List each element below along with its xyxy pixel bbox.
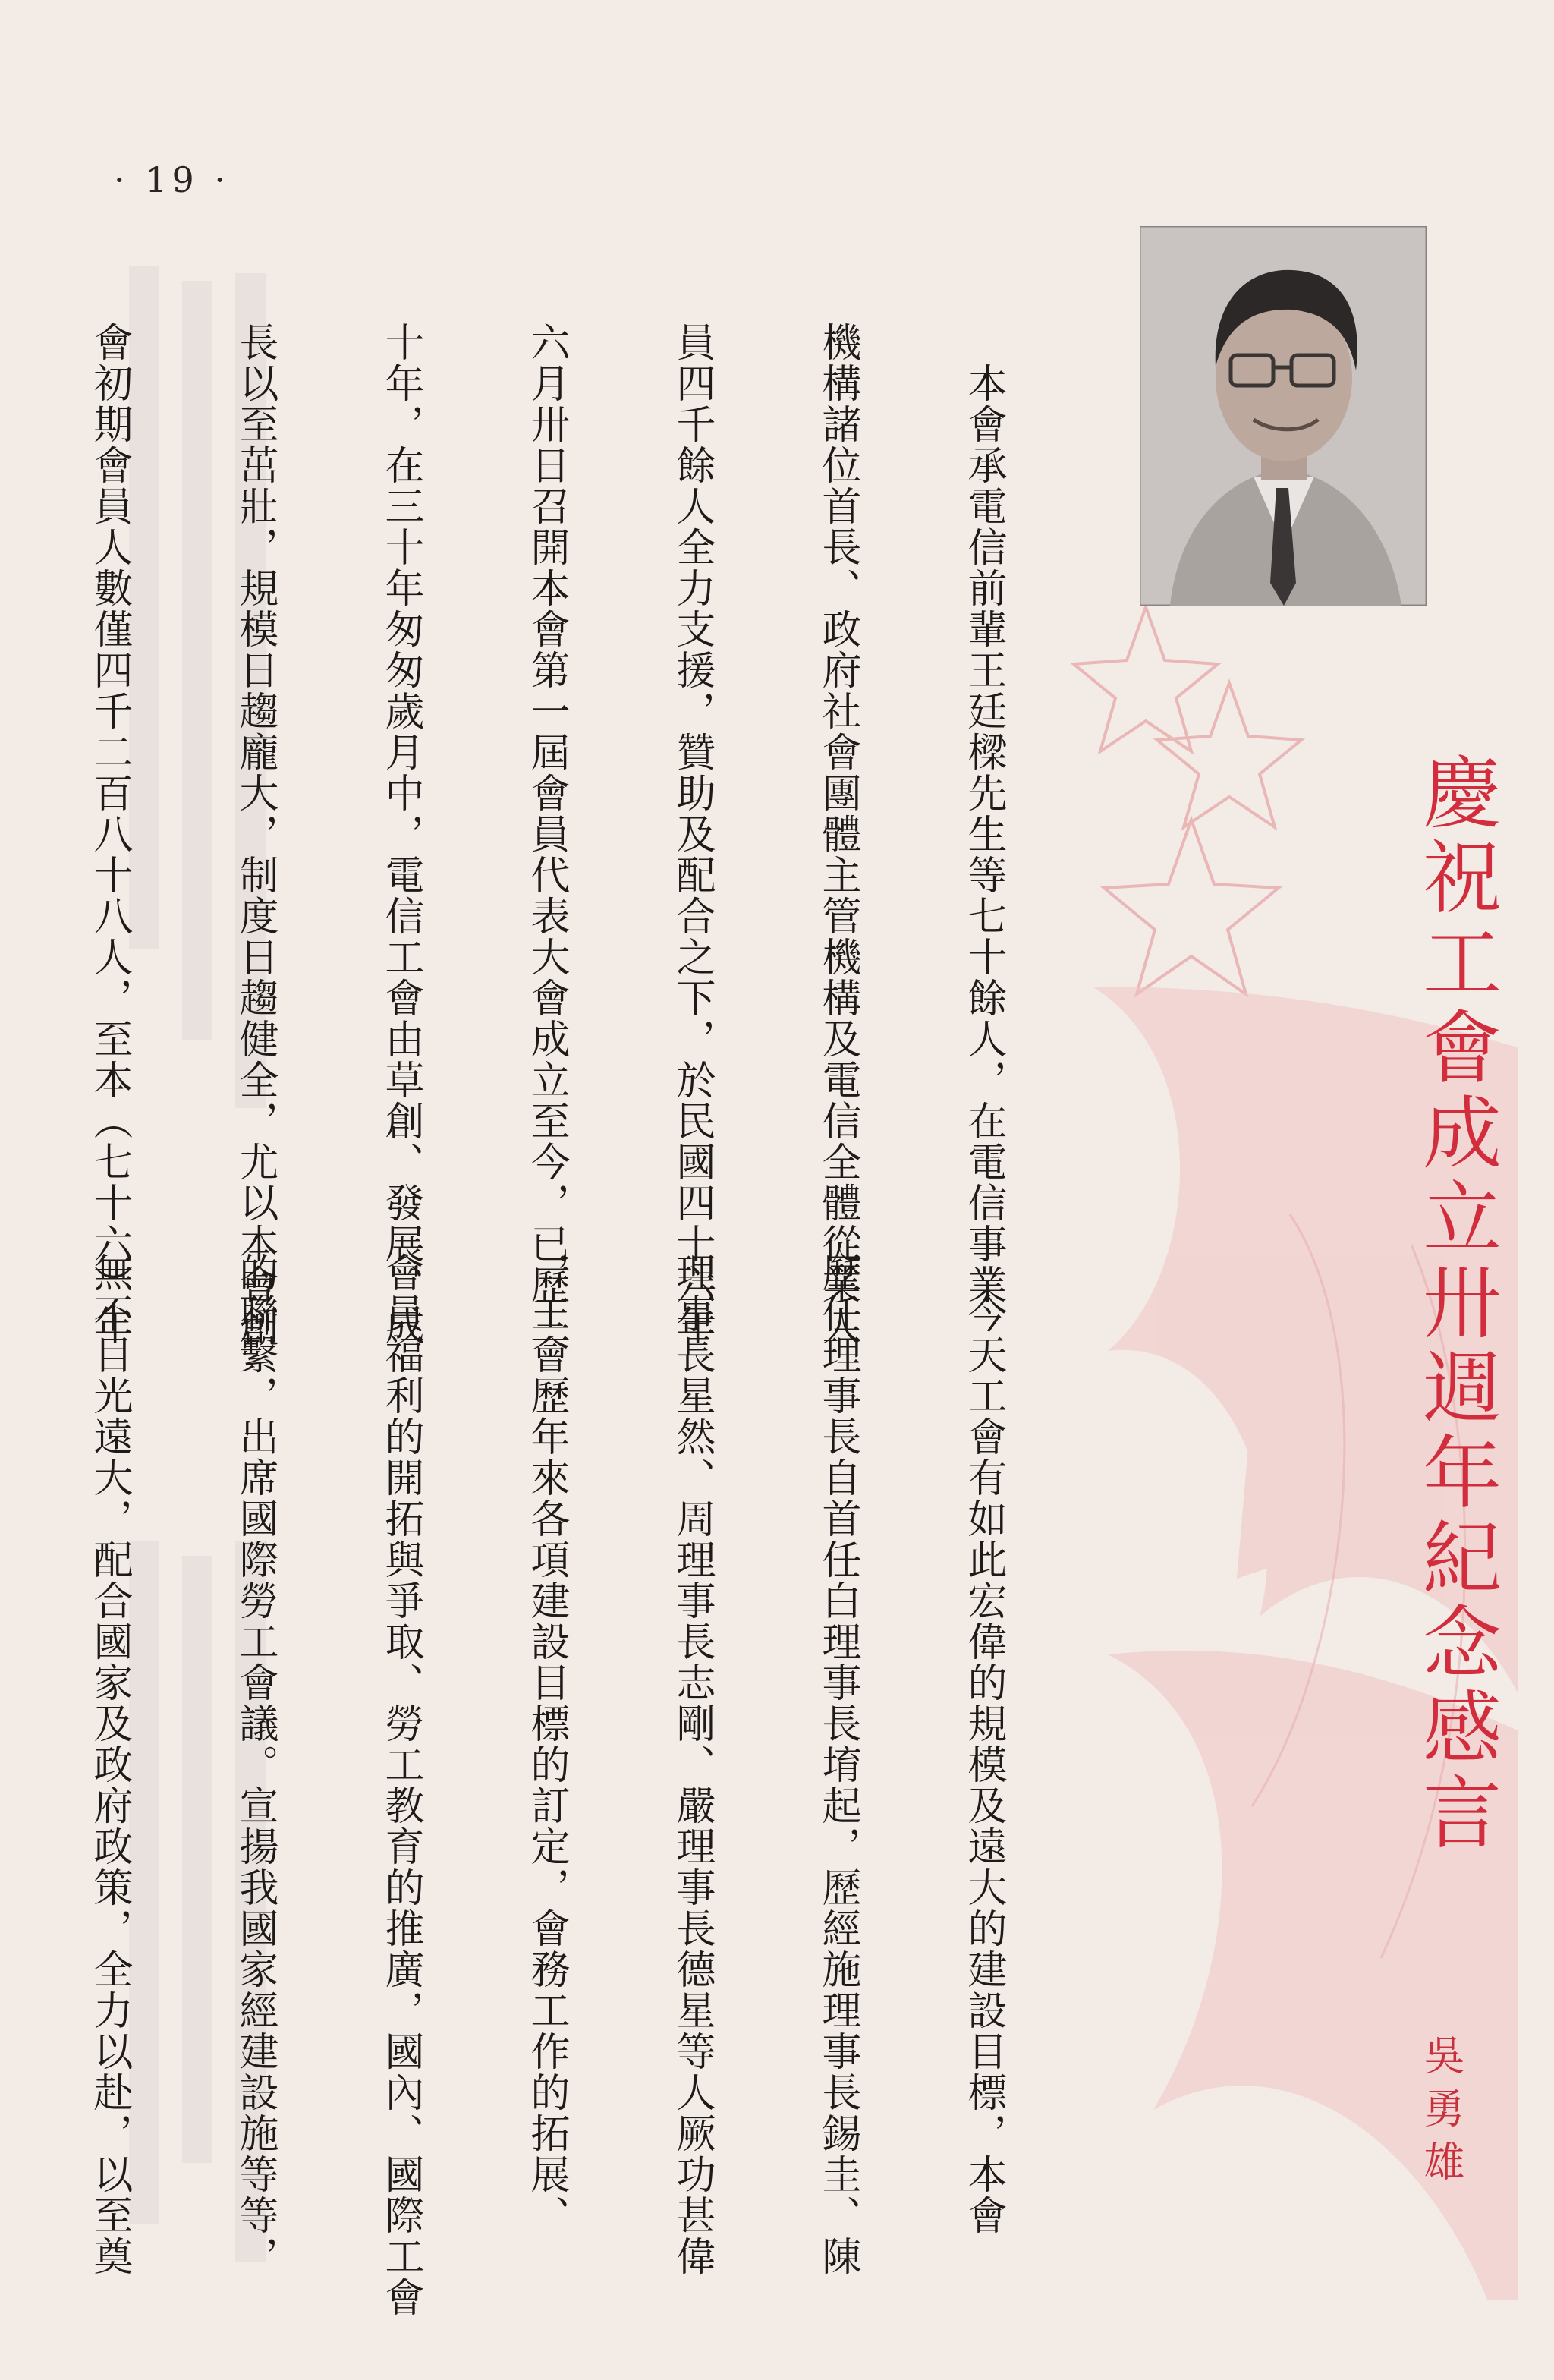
article-line: 歷任理事長自首任白理事長堉起，歷經施理事長錫圭、陳: [815, 1252, 860, 2277]
article-line: 的聯繫，出席國際勞工會議。宣揚我國家經建設施等等，: [232, 1252, 278, 2277]
page-number-value: 19: [145, 159, 199, 200]
article-line: ，工會歷年來各項建設目標的訂定，會務工作的拓展、: [524, 1252, 569, 2236]
author-name: 吳勇雄: [1417, 2034, 1465, 2193]
article-line: 十年，在三十年匆匆歲月中，電信工會由草創、發展、成: [378, 322, 423, 1346]
article-line: 六月卅日召開本會第一屆會員代表大會成立至今，已歷三: [524, 322, 569, 1346]
article-line: 長以至茁壯，規模日趨龐大，制度日趨健全，尤以本會創: [232, 322, 278, 1346]
page-number: · 19 ·: [114, 159, 231, 200]
article-line: 員四千餘人全力支援，贊助及配合之下，於民國四十六年: [669, 322, 715, 1346]
article-upper-section: [0, 322, 1105, 1346]
article-line: 會員福利的開拓與爭取、勞工教育的推廣，國內、國際工會: [378, 1252, 423, 2318]
article-line: 會初期會員人數僅四千二百八十八人，至本（七十六）年: [87, 322, 132, 1346]
article-line: 理事長星然、周理事長志剛、嚴理事長德星等人厥功甚偉: [669, 1252, 715, 2277]
author-portrait: [1140, 226, 1427, 606]
article-line: 今天工會有如此宏偉的規模及遠大的建設目標，本會: [961, 1252, 1006, 2236]
article-line: 無不目光遠大，配合國家及政府政策，全力以赴，以至奠: [87, 1252, 132, 2277]
article-title: 慶祝工會成立卅週年紀念感言: [1409, 751, 1502, 1856]
article-line: 本會承電信前輩王廷樑先生等七十餘人，在電信事業: [961, 322, 1006, 1305]
article-line: 機構諸位首長、政府社會團體主管機構及電信全體從業人: [815, 322, 860, 1346]
article-lower-section: [0, 1252, 1105, 2318]
